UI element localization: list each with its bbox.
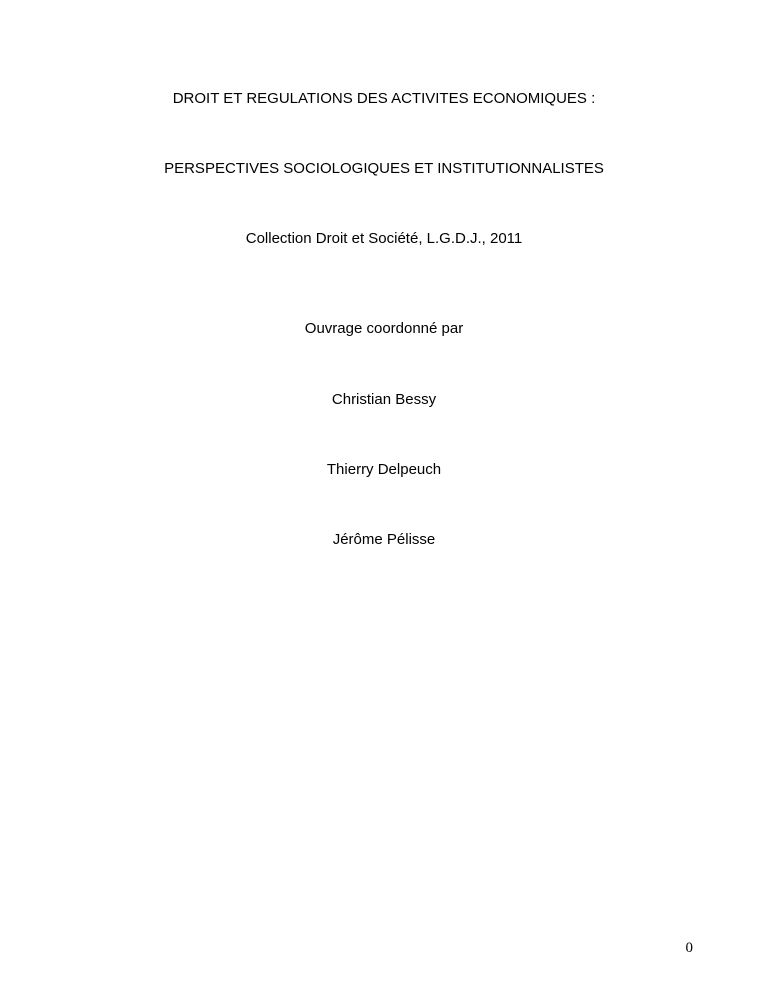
coordinated-by-label: Ouvrage coordonné par	[304, 320, 464, 337]
author-name: Thierry Delpeuch	[326, 461, 442, 478]
collection-info: Collection Droit et Société, L.G.D.J., 2011	[245, 230, 523, 247]
page-number: 0	[685, 940, 693, 956]
author-name: Jérôme Pélisse	[332, 531, 436, 548]
author-name: Christian Bessy	[331, 391, 437, 408]
document-title: DROIT ET REGULATIONS DES ACTIVITES ECONOMIQUES :	[172, 90, 596, 107]
document-subtitle: PERSPECTIVES SOCIOLOGIQUES ET INSTITUTIONNALISTES	[164, 160, 604, 177]
